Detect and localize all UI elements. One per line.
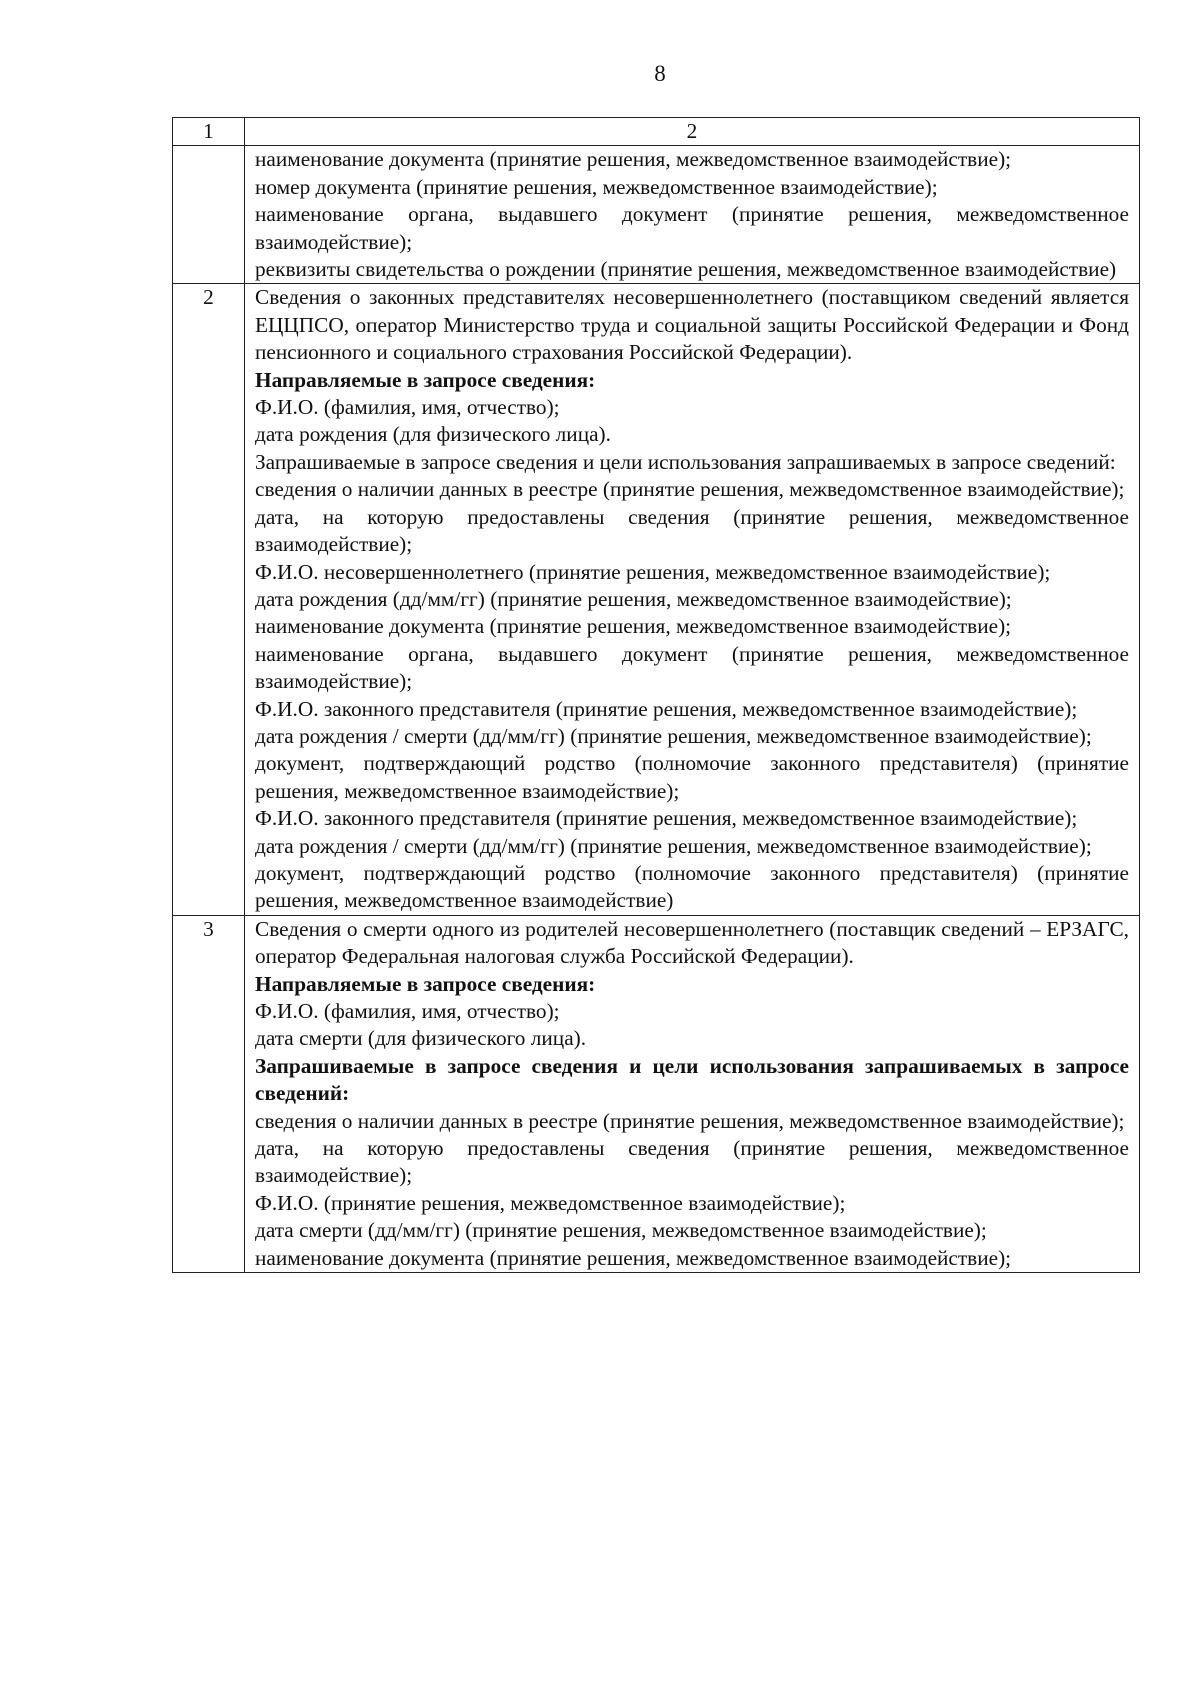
- content-line: дата, на которую предоставлены сведения (принятие решения, межведомственное взаимодействие);: [255, 504, 1129, 557]
- section-heading: Запрашиваемые в запросе сведения и цели использования запрашиваемых в запросе сведений:: [255, 1053, 1129, 1106]
- row-content-cell: [245, 146, 1140, 284]
- document-table: [172, 117, 1140, 1273]
- content-line: наименование органа, выдавшего документ (принятие решения, межведомственное взаимодействие);: [255, 641, 1129, 694]
- content-line: наименование документа (принятие решения, межведомственное взаимодействие);: [255, 147, 1012, 172]
- content-line: наименование документа (принятие решения, межведомственное взаимодействие);: [255, 1245, 1012, 1270]
- content-line: сведения о наличии данных в реестре (принятие решения, межведомственное взаимодействие);: [255, 477, 1125, 502]
- page-number: 8: [654, 61, 666, 86]
- section-heading: Направляемые в запросе сведения:: [255, 971, 596, 996]
- table-body: [173, 146, 1140, 1273]
- table-row: [173, 915, 1140, 1272]
- content-line: Ф.И.О. несовершеннолетнего (принятие решения, межведомственное взаимодействие);: [255, 559, 1051, 584]
- content-line: документ, подтверждающий родство (полномочие законного представителя) (принятие решения, межведомственное взаимодействие);: [255, 751, 1129, 803]
- section-heading: Направляемые в запросе сведения:: [255, 367, 596, 392]
- content-line: Сведения о смерти одного из родителей несовершеннолетнего (поставщик сведений – ЕРЗАГС, оператор Федеральная налоговая служба Российской Федерации).: [255, 916, 1129, 969]
- content-line: дата рождения / смерти (дд/мм/гг) (принятие решения, межведомственное взаимодействие);: [255, 833, 1092, 858]
- content-line: сведения о наличии данных в реестре (принятие решения, межведомственное взаимодействие);: [255, 1108, 1125, 1133]
- content-line: наименование органа, выдавшего документ (принятие решения, межведомственное взаимодействие);: [255, 202, 1129, 254]
- row-number-cell: 3: [173, 915, 245, 1272]
- content-line: дата рождения / смерти (дд/мм/гг) (принятие решения, межведомственное взаимодействие);: [255, 723, 1092, 748]
- content-line: дата смерти (дд/мм/гг) (принятие решения, межведомственное взаимодействие);: [255, 1218, 987, 1243]
- content-line: дата рождения (дд/мм/гг) (принятие решения, межведомственное взаимодействие);: [255, 586, 1012, 611]
- content-line: наименование документа (принятие решения, межведомственное взаимодействие);: [255, 614, 1012, 639]
- table-row: [173, 284, 1140, 915]
- row-number-cell: [173, 146, 245, 284]
- content-line: номер документа (принятие решения, межведомственное взаимодействие);: [255, 174, 938, 199]
- content-line: Ф.И.О. (принятие решения, межведомственное взаимодействие);: [255, 1190, 846, 1215]
- content-line: реквизиты свидетельства о рождении (принятие решения, межведомственное взаимодействие): [255, 257, 1117, 282]
- table-row: [173, 146, 1140, 284]
- content-line: дата, на которую предоставлены сведения (принятие решения, межведомственное взаимодействие);: [255, 1136, 1129, 1188]
- table-header-row: [173, 118, 1140, 146]
- content-line: Ф.И.О. законного представителя (принятие решения, межведомственное взаимодействие);: [255, 696, 1078, 721]
- content-line: документ, подтверждающий родство (полномочие законного представителя) (принятие решения, межведомственное взаимодействие): [255, 860, 1129, 913]
- column-header-1: 1: [173, 118, 245, 146]
- content-line: Ф.И.О. законного представителя (принятие решения, межведомственное взаимодействие);: [255, 806, 1078, 831]
- content-line: Ф.И.О. (фамилия, имя, отчество);: [255, 999, 560, 1023]
- column-header-2: 2: [245, 118, 1140, 146]
- content-line: Ф.И.О. (фамилия, имя, отчество);: [255, 395, 560, 420]
- content-line: Сведения о законных представителях несовершеннолетнего (поставщиком сведений является ЕЦЦПСО, оператор Министерство труда и социальной защиты Российской Федерации и Фонд пенсионного и социального страхования Российской Федерации).: [255, 285, 1129, 365]
- content-line: дата смерти (для физического лица).: [255, 1026, 587, 1051]
- row-number-cell: 2: [173, 284, 245, 915]
- row-content-cell: [245, 915, 1140, 1272]
- row-content-cell: [245, 284, 1140, 915]
- content-line: дата рождения (для физического лица).: [255, 422, 611, 447]
- content-line: Запрашиваемые в запросе сведения и цели использования запрашиваемых в запросе сведений:: [255, 449, 1116, 474]
